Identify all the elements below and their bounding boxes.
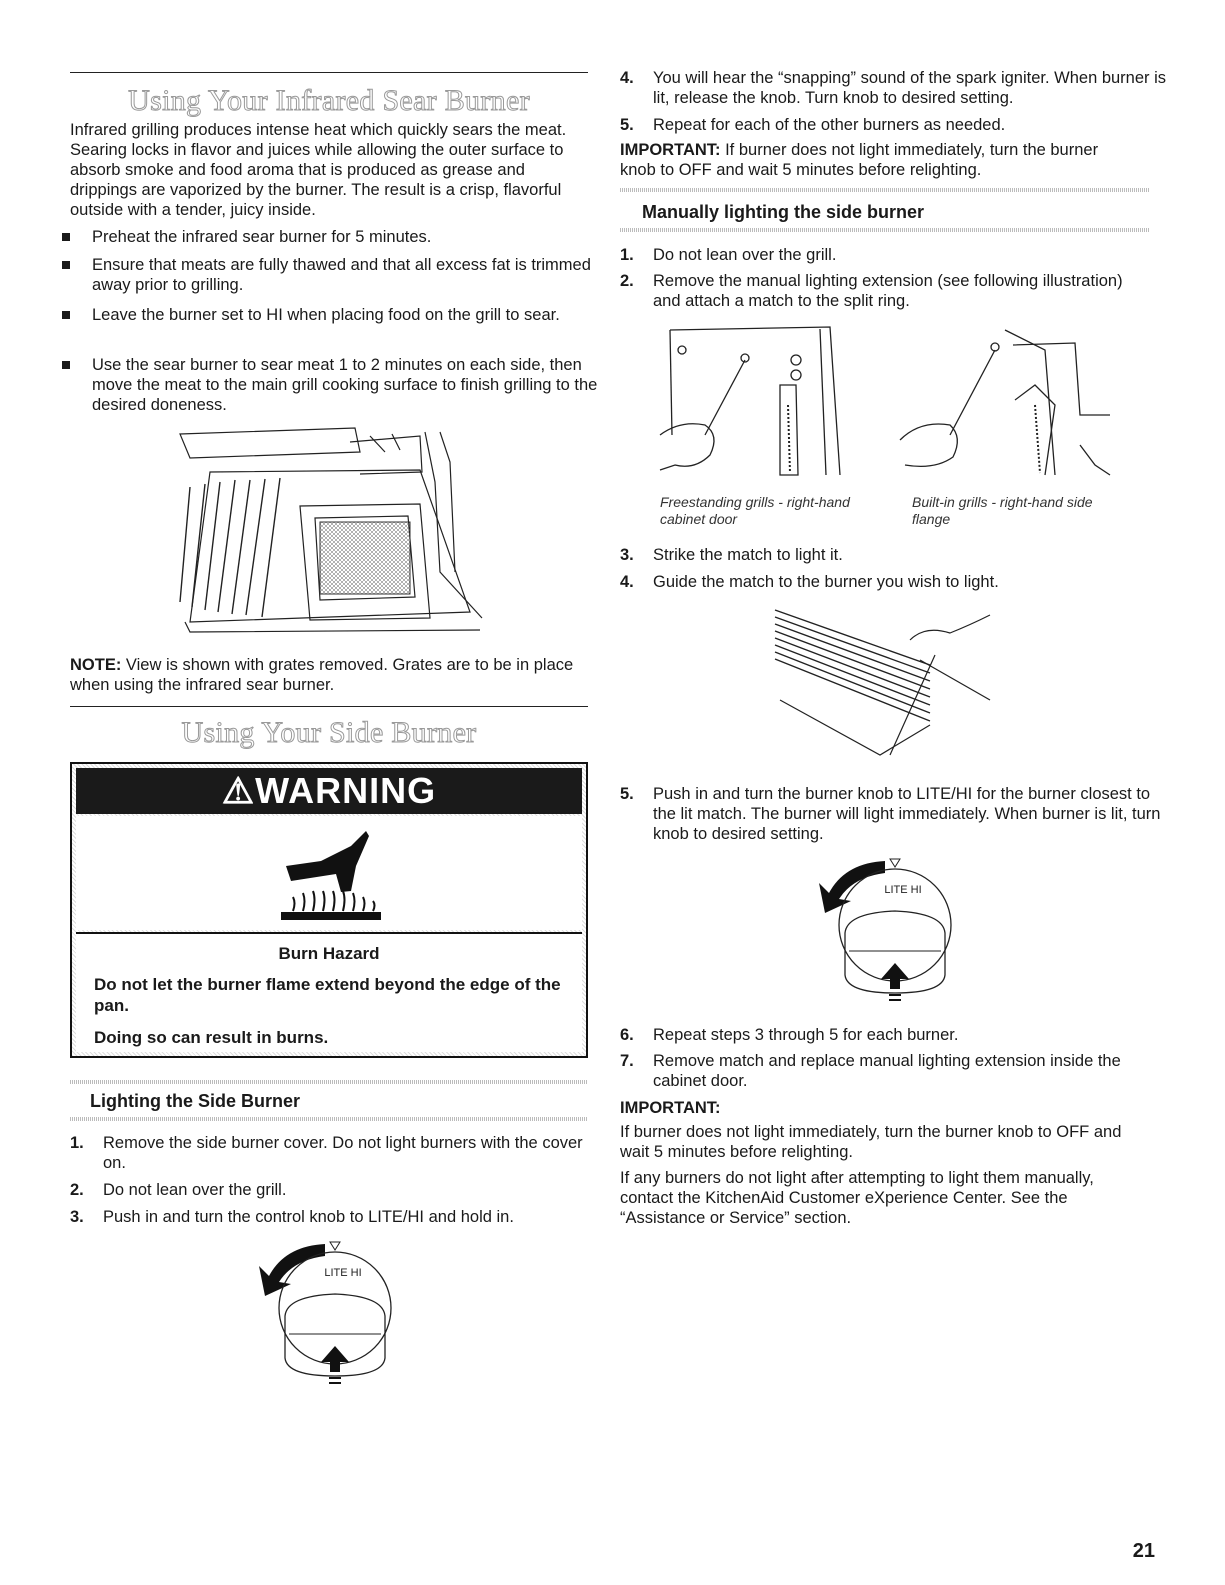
manual-step (620, 245, 1163, 265)
important-text: If burner does not light immediately, turn the burner knob to OFF and wait 5 minutes before relighting. (620, 141, 1099, 179)
step-number: 4. (620, 573, 634, 591)
infrared-burner-illustration (170, 422, 490, 634)
heading-dotted-rule (620, 228, 1150, 232)
control-knob-illustration (255, 1238, 395, 1388)
step-number: 5. (620, 785, 634, 803)
manual-step (620, 545, 1163, 565)
match-lighting-illustration (770, 605, 1010, 770)
heading-dotted-rule (70, 1117, 588, 1121)
caption-built-in: Built-in grills - right-hand side flange (912, 494, 1093, 527)
heading-dotted-rule (70, 1080, 588, 1084)
knob-setting-label: LITE HI (884, 884, 922, 896)
step-text: Do not lean over the grill. (103, 1181, 287, 1199)
step-text: Remove the manual lighting extension (see following illustration) and attach a match to the split ring. (653, 272, 1123, 310)
important-label-block: IMPORTANT: (620, 1099, 721, 1117)
lighting-step (70, 1133, 603, 1173)
important-note (620, 140, 1130, 180)
step-text: Push in and turn the burner knob to LITE/HI for the burner closest to the lit match. The burner will light immediately. When burner is lit, turn knob to desired setting. (653, 785, 1161, 843)
important-paragraph: If burner does not light immediately, turn the burner knob to OFF and wait 5 minutes before relighting. (620, 1123, 1122, 1161)
step-text: Remove the side burner cover. Do not light burners with the cover on. (103, 1134, 583, 1172)
knob-setting-label: LITE HI (324, 1267, 362, 1279)
lighting-side-burner-heading: Lighting the Side Burner (90, 1091, 300, 1111)
infrared-bullet: Use the sear burner to sear meat 1 to 2 minutes on each side, then move the meat to the main grill cooking surface to finish grilling to the desired doneness. (60, 355, 622, 415)
warning-header-text: WARNING (255, 770, 437, 811)
lighting-step (620, 115, 1173, 135)
step-number: 3. (70, 1208, 84, 1226)
built-in-grill-illustration (895, 325, 1115, 485)
heading-dotted-rule (620, 188, 1150, 192)
infrared-bullet: Leave the burner set to HI when placing food on the grill to sear. (60, 305, 592, 325)
lighting-step (620, 1051, 1163, 1091)
warning-hazard-title: Burn Hazard (278, 944, 380, 963)
section-title-infrared: Using Your Infrared Sear Burner (128, 84, 530, 117)
lighting-step (620, 784, 1163, 844)
warning-instruction: Do not let the burner flame extend beyond the edge of the pan. (94, 975, 561, 1015)
important-paragraph: If any burners do not light after attempting to light them manually, contact the KitchenAid Customer eXperience Center. See the “Assistance or Service” section. (620, 1169, 1094, 1227)
infrared-intro: Infrared grilling produces intense heat which quickly sears the meat. Searing locks in flavor and juices while allowing the outer surface to absorb smoke and food aroma that is produced as grease and drippings are vaporized by the burner. The result is a crisp, flavorful outside with a tender, juicy inside. (70, 121, 567, 219)
manual-step (620, 572, 1163, 592)
lighting-step (70, 1180, 603, 1200)
note-label: NOTE: (70, 656, 122, 674)
step-text: Push in and turn the control knob to LITE/HI and hold in. (103, 1208, 514, 1226)
warning-triangle-icon: ⚠ (221, 770, 256, 811)
step-text: Do not lean over the grill. (653, 246, 837, 264)
step-text: Repeat for each of the other burners as needed. (653, 116, 1006, 134)
step-text: Repeat steps 3 through 5 for each burner. (653, 1026, 959, 1044)
manual-step (620, 271, 1123, 311)
warning-box (70, 762, 588, 1058)
note-text: View is shown with grates removed. Grates are to be in place when using the infrared sear burner. (70, 656, 574, 694)
infrared-bullet: Preheat the infrared sear burner for 5 minutes. (60, 227, 612, 247)
warning-icon-panel (76, 816, 582, 930)
control-knob-illustration (815, 855, 955, 1005)
infrared-note (70, 655, 588, 695)
lighting-step (70, 1207, 603, 1227)
warning-text-panel (76, 932, 582, 1052)
warning-consequence: Doing so can result in burns. (94, 1028, 329, 1047)
warning-header (76, 768, 582, 814)
important-label: IMPORTANT: (620, 141, 721, 159)
lighting-step (620, 1025, 1163, 1045)
step-number: 1. (70, 1134, 84, 1152)
manual-lighting-heading: Manually lighting the side burner (642, 202, 925, 222)
step-number: 2. (70, 1181, 84, 1199)
step-text: Remove match and replace manual lighting extension inside the cabinet door. (653, 1052, 1121, 1090)
caption-freestanding: Freestanding grills - right-hand cabinet door (660, 494, 850, 527)
step-number: 7. (620, 1052, 634, 1070)
section-rule (70, 72, 588, 73)
step-number: 2. (620, 272, 634, 290)
page-number: 21 (1132, 1540, 1155, 1562)
section-title-side-burner: Using Your Side Burner (181, 716, 477, 749)
lighting-step (620, 68, 1173, 108)
hot-surface-hand-icon (281, 826, 381, 921)
step-text: You will hear the “snapping” sound of the spark igniter. When burner is lit, release the knob. Turn knob to desired setting. (653, 69, 1167, 107)
step-number: 6. (620, 1026, 634, 1044)
step-text: Guide the match to the burner you wish to light. (653, 573, 999, 591)
section-rule (70, 706, 588, 707)
step-text: Strike the match to light it. (653, 546, 843, 564)
freestanding-grill-illustration (650, 325, 850, 485)
step-number: 4. (620, 69, 634, 87)
step-number: 3. (620, 546, 634, 564)
step-number: 5. (620, 116, 634, 134)
infrared-bullet: Ensure that meats are fully thawed and that all excess fat is trimmed away prior to grilling. (60, 255, 592, 295)
step-number: 1. (620, 246, 634, 264)
